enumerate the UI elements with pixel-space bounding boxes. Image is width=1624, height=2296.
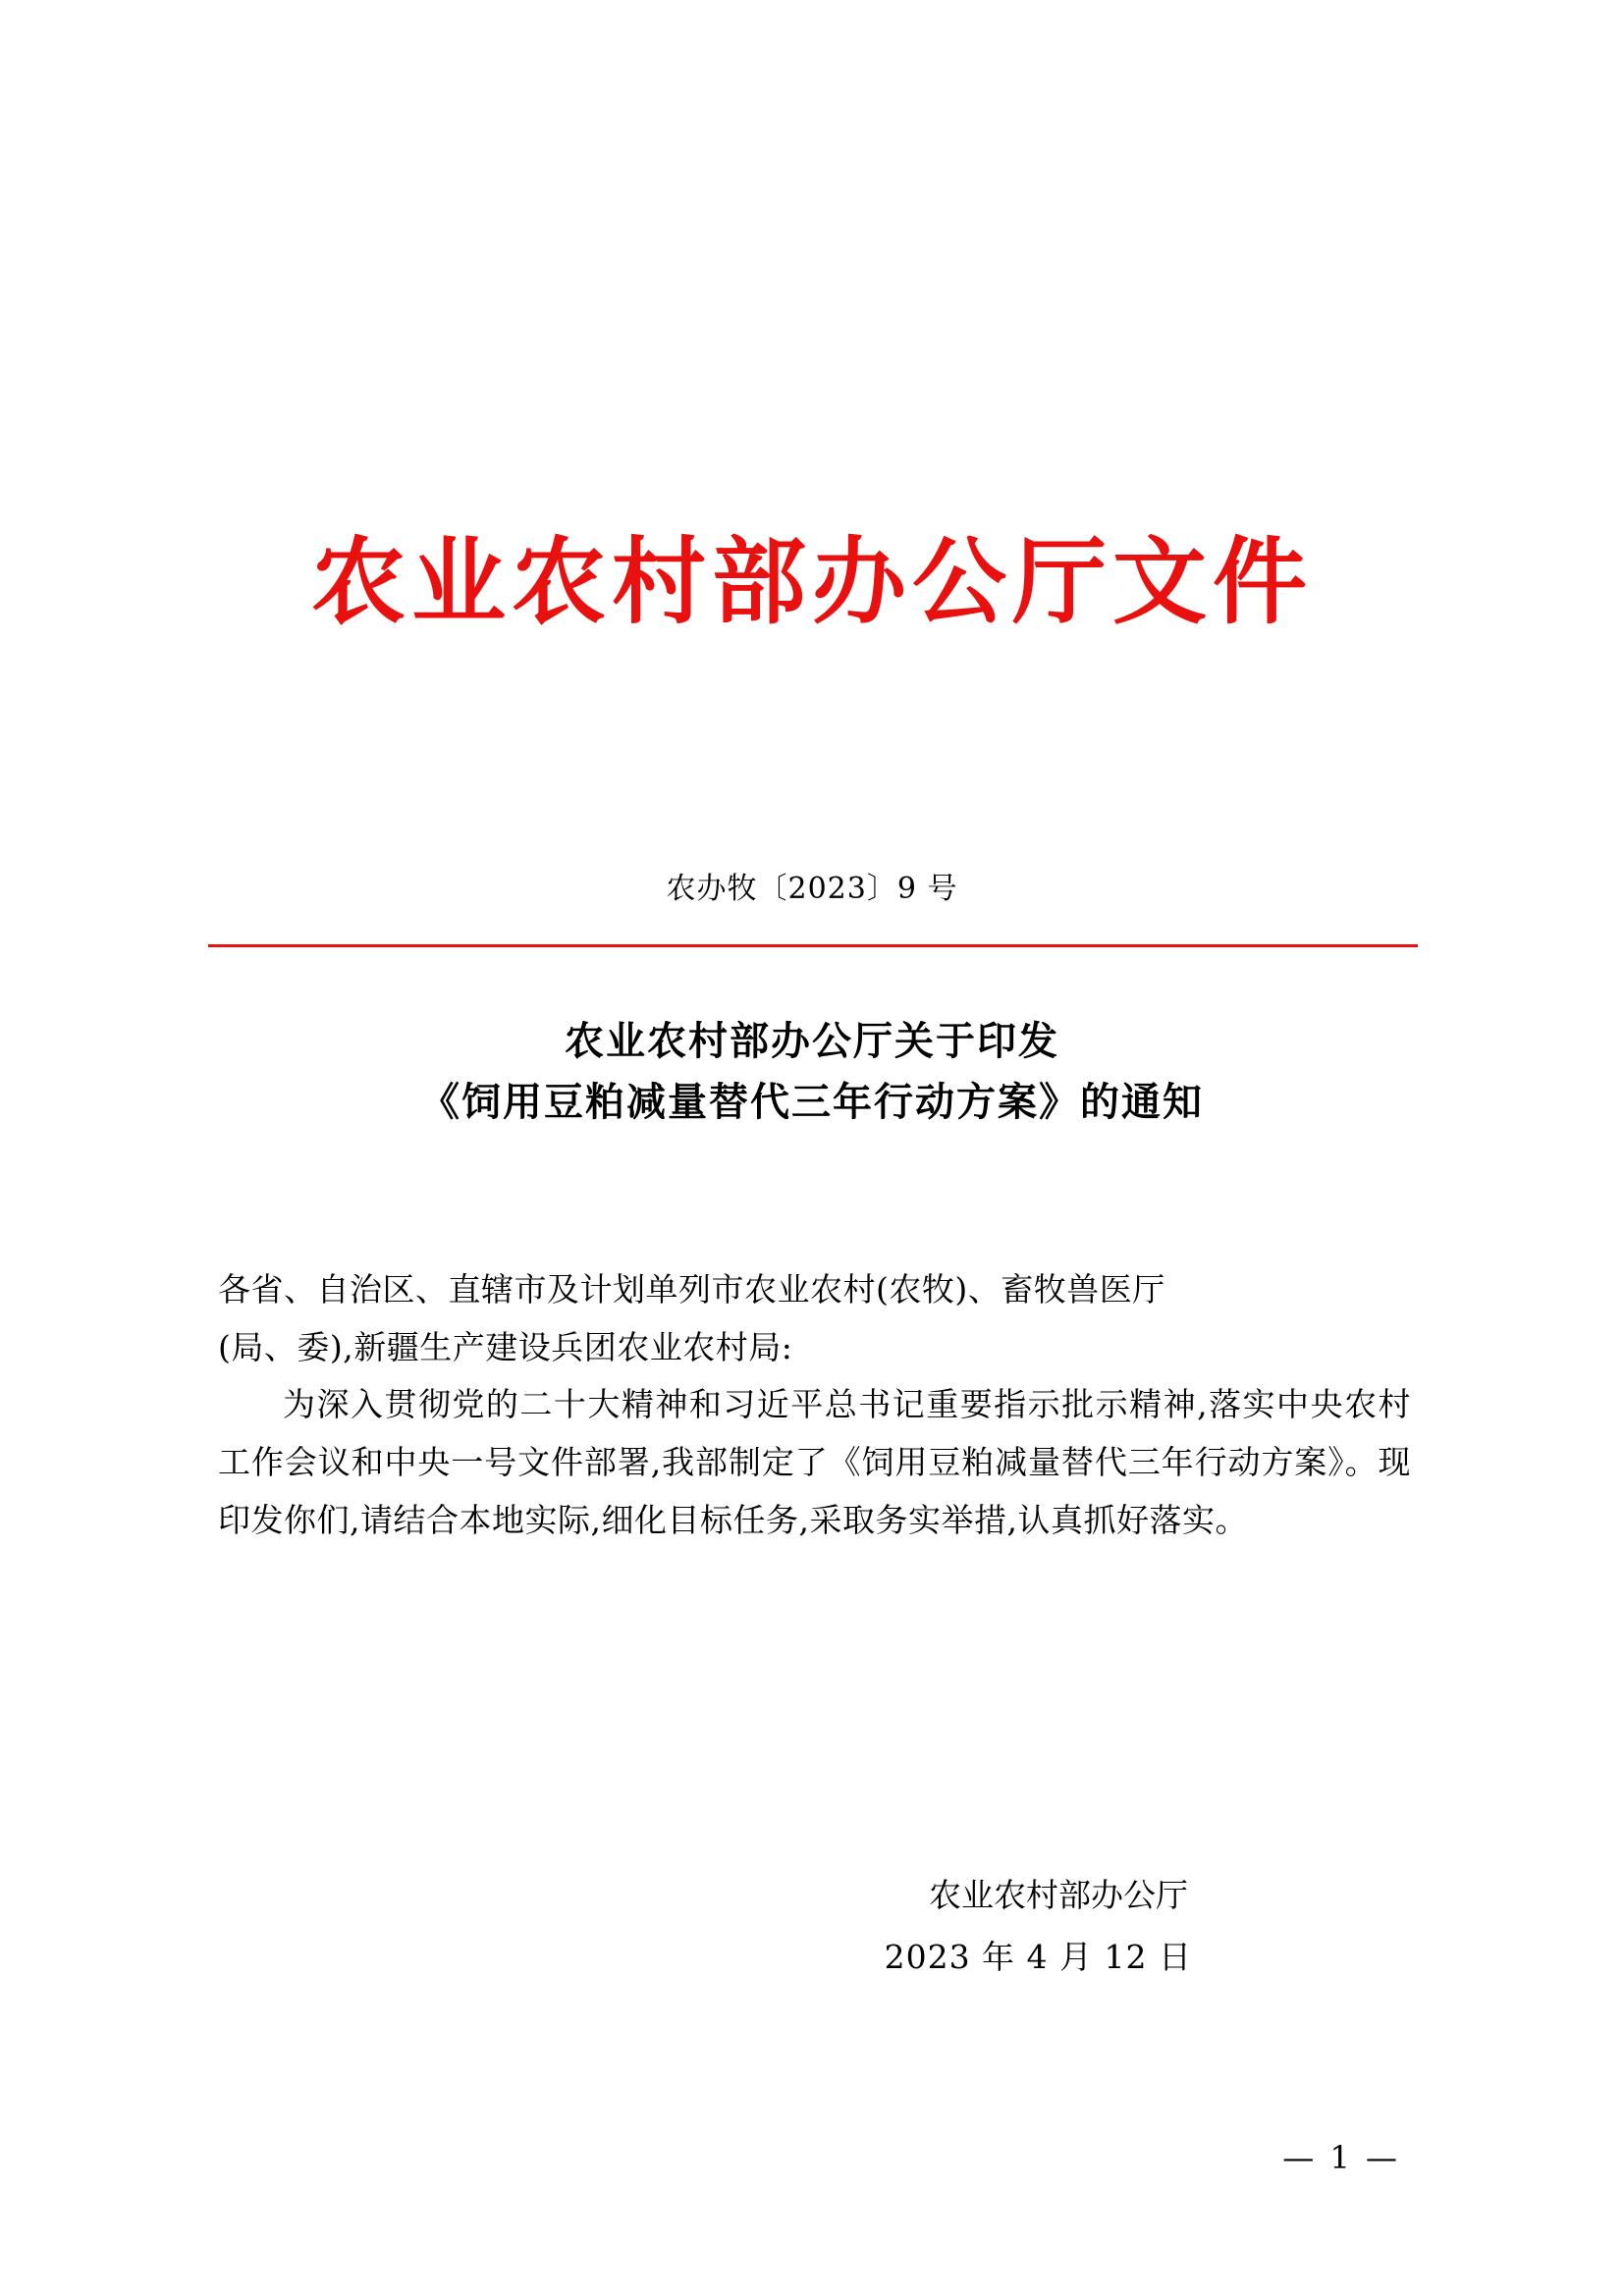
- addressee-line-2: (局、委),新疆生产建设兵团农业农村局:: [218, 1327, 793, 1366]
- body-paragraph-1: 为深入贯彻党的二十大精神和习近平总书记重要指示批示精神,落实中央农村工作会议和中央一号文件部署,我部制定了《饲用豆粕减量替代三年行动方案》。现印发你们,请结合本地实际,细化目标任务,采取务实举措,认真抓好落实。: [218, 1385, 1411, 1539]
- masthead: [0, 526, 1624, 637]
- signature-date: 2023 年 4 月 12 日: [884, 1937, 1192, 1976]
- signature-block: [0, 1865, 1218, 1988]
- signature-issuer: 农业农村部办公厅: [929, 1876, 1188, 1914]
- document-title-line-1: 农业农村部办公厅关于印发: [565, 1018, 1059, 1064]
- addressee-line-1: 各省、自治区、直辖市及计划单列市农业农村(农牧)、畜牧兽医厅: [218, 1270, 1165, 1308]
- document-title: [0, 1011, 1624, 1133]
- document-number: 农办牧〔2023〕9 号: [666, 872, 958, 906]
- document-body: [218, 1261, 1411, 1550]
- document-title-line-2: 《饲用豆粕减量替代三年行动方案》的通知: [420, 1079, 1204, 1125]
- page-number: — 1 —: [1282, 2139, 1400, 2176]
- masthead-title: 农业农村部办公厅文件: [311, 526, 1313, 637]
- red-divider-rule: [208, 944, 1418, 947]
